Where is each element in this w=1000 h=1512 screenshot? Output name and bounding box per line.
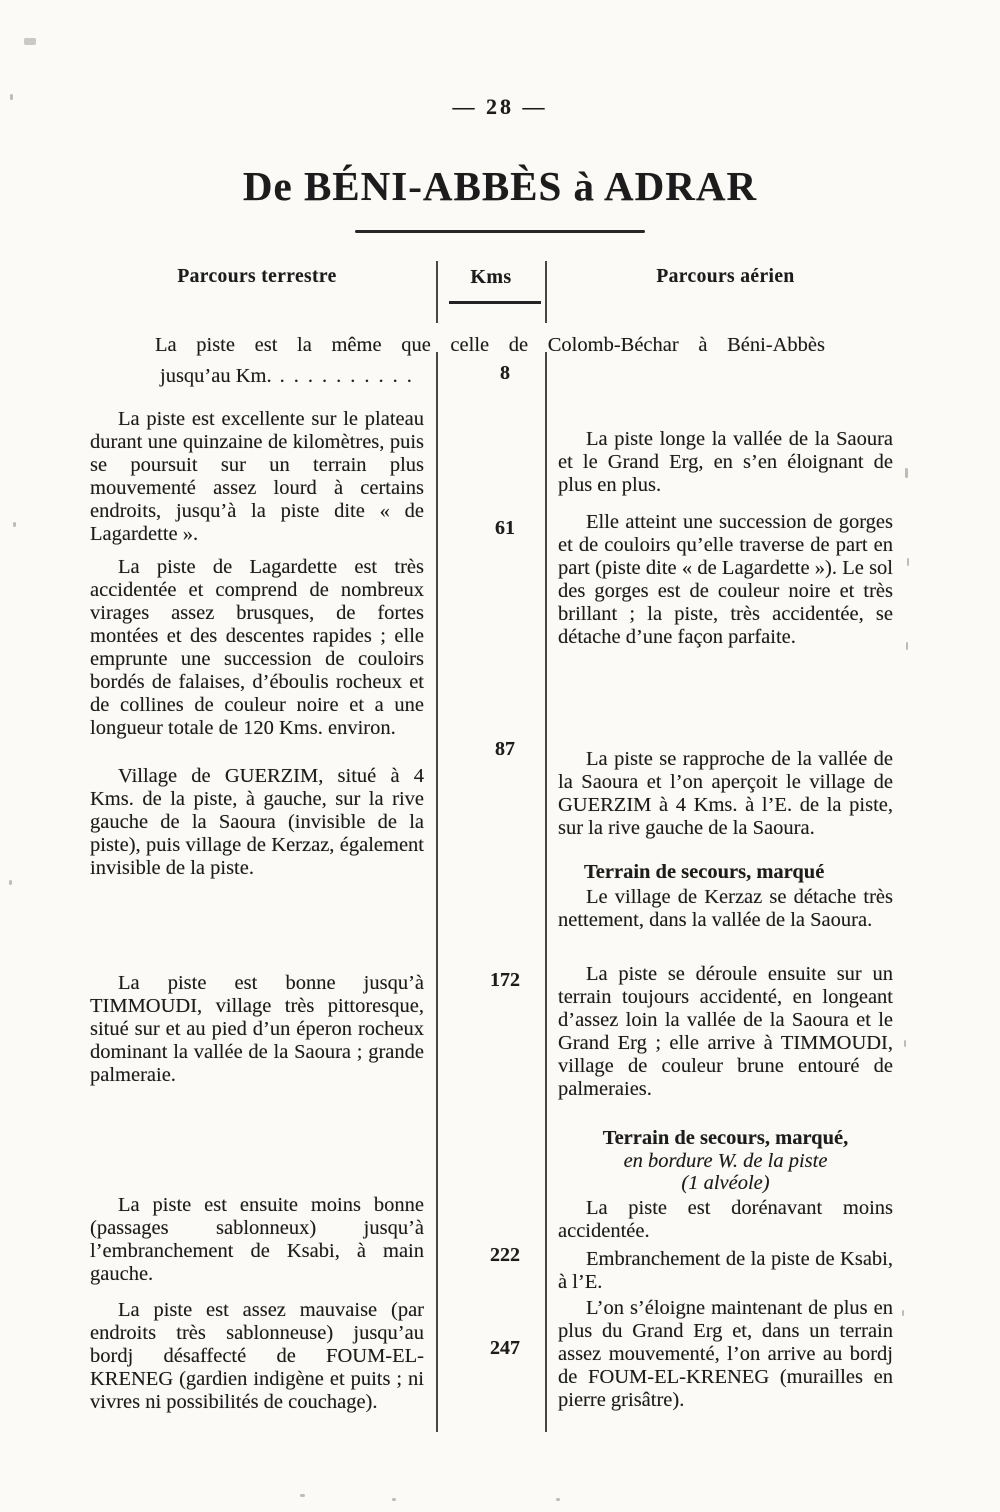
column-header-parcours-terrestre: Parcours terrestre <box>177 266 337 287</box>
page-number: — 28 — <box>452 94 548 119</box>
column-header-parcours-aerien: Parcours aérien <box>656 266 795 287</box>
left-paragraph-plateau: La piste est excellente sur le plateau durant une quinzaine de kilomètres, puis se poursuit sur un terrain plus mouvementé assez lourd à certains endroits, jusqu’à la piste dite « de Lagardette ». <box>90 408 424 545</box>
right-paragraph-saoura-erg: La piste longe la vallée de la Saoura et le Grand Erg, en s’en éloignant de plus en plus. <box>558 428 893 496</box>
kms-header-underline <box>449 301 541 304</box>
right-paragraph-gorges: Elle atteint une succession de gorges et de couloirs qu’elle traverse de part en part (piste dite « de Lagardette »). Le sol des gorges est de couleur noire et très brillant ; la piste, très accidentée, se détache d’une façon parfaite. <box>558 511 893 648</box>
km-value-87: 87 <box>495 738 515 760</box>
intro-continuation-text: jusqu’au Km. <box>160 365 272 387</box>
note-terrain-secours-2-line2: en bordure W. de la piste <box>623 1150 828 1172</box>
note-terrain-secours-2-line3: (1 alvéole) <box>681 1172 770 1194</box>
left-paragraph-foum-el-kreneg: La piste est assez mauvaise (par endroits très sablonneuse) jusqu’au bordj désaffecté de FOUM-EL-KRENEG (gardien indigène et puits ; ni vivres ni possibilités de couchage). <box>90 1299 424 1413</box>
right-paragraph-timmoudi: La piste se déroule ensuite sur un terrain toujours accidenté, en longeant d’assez loin la vallée de la Saoura et le Grand Erg ; elle arrive à TIMMOUDI, village de couleur brune entouré de palmeraies. <box>558 963 893 1100</box>
intro-spanning-line: La piste est la même que celle de Colomb-Béchar à Béni-Abbès <box>155 334 825 356</box>
km-value-222: 222 <box>490 1244 520 1266</box>
right-paragraph-kerzaz: Le village de Kerzaz se détache très nettement, dans la vallée de la Saoura. <box>558 886 893 931</box>
left-paragraph-lagardette: La piste de Lagardette est très accidentée et comprend de nombreux virages assez brusques, de fortes montées et des descentes rapides ; elle emprunte une succession de couloirs bordés de falaises, d’éboulis rocheux et de collines de couleur noire et a une longueur totale de 120 Kms. environ. <box>90 556 424 739</box>
title-underline-rule <box>355 230 645 233</box>
scan-speck <box>13 522 16 527</box>
right-paragraph-doresnavant: La piste est dorénavant moins accidentée. <box>558 1197 893 1242</box>
left-paragraph-ksabi: La piste est ensuite moins bonne (passages sablonneux) jusqu’à l’embranchement de Ksabi, à main gauche. <box>90 1194 424 1285</box>
scan-speck <box>905 468 908 478</box>
note-terrain-secours-2: Terrain de secours, marqué, <box>602 1127 849 1149</box>
km-value-247: 247 <box>490 1337 520 1359</box>
km-value-172: 172 <box>490 969 520 991</box>
scan-speck <box>300 1494 305 1497</box>
km-value-61: 61 <box>495 517 515 539</box>
kms-header-right-rule <box>545 261 547 323</box>
scan-speck <box>10 94 13 100</box>
right-paragraph-foum-el-kreneg: L’on s’éloigne maintenant de plus en plus du Grand Erg et, dans un terrain assez mouvementé, l’on arrive au bordj de FOUM-EL-KRENEG (murailles en pierre grisâtre). <box>558 1297 893 1411</box>
page-title: De BÉNI-ABBÈS à ADRAR <box>242 163 758 209</box>
intro-continuation-line <box>160 364 436 388</box>
column-header-kms: Kms <box>470 266 512 288</box>
kms-body-left-rule <box>436 352 438 1432</box>
scan-speck <box>904 1040 906 1047</box>
scan-speck <box>556 1498 560 1501</box>
scan-speck <box>24 38 36 45</box>
km-value-8: 8 <box>500 362 510 384</box>
kms-body-right-rule <box>545 352 547 1432</box>
left-paragraph-timmoudi: La piste est bonne jusqu’à TIMMOUDI, village très pittoresque, situé sur et au pied d’un éperon rocheux dominant la vallée de la Saoura ; grande palmeraie. <box>90 972 424 1086</box>
scan-speck <box>9 880 12 885</box>
right-paragraph-guerzim: La piste se rapproche de la vallée de la Saoura et l’on aperçoit le village de GUERZIM à 4 Kms. à l’E. de la piste, sur la rive gauche de la Saoura. <box>558 748 893 839</box>
right-paragraph-embranchement: Embranchement de la piste de Ksabi, à l’E. <box>558 1248 893 1293</box>
kms-header-left-rule <box>436 261 438 323</box>
scan-speck <box>902 1310 904 1316</box>
scan-speck <box>907 558 909 566</box>
note-terrain-secours-1: Terrain de secours, marqué <box>584 861 825 883</box>
scan-speck <box>906 642 908 650</box>
leader-dots: .......... <box>279 365 421 387</box>
left-paragraph-guerzim: Village de GUERZIM, situé à 4 Kms. de la piste, à gauche, sur la rive gauche de la Saoura (invisible de la piste), puis village de Kerzaz, également invisible de la piste. <box>90 765 424 879</box>
scan-speck <box>392 1498 396 1501</box>
